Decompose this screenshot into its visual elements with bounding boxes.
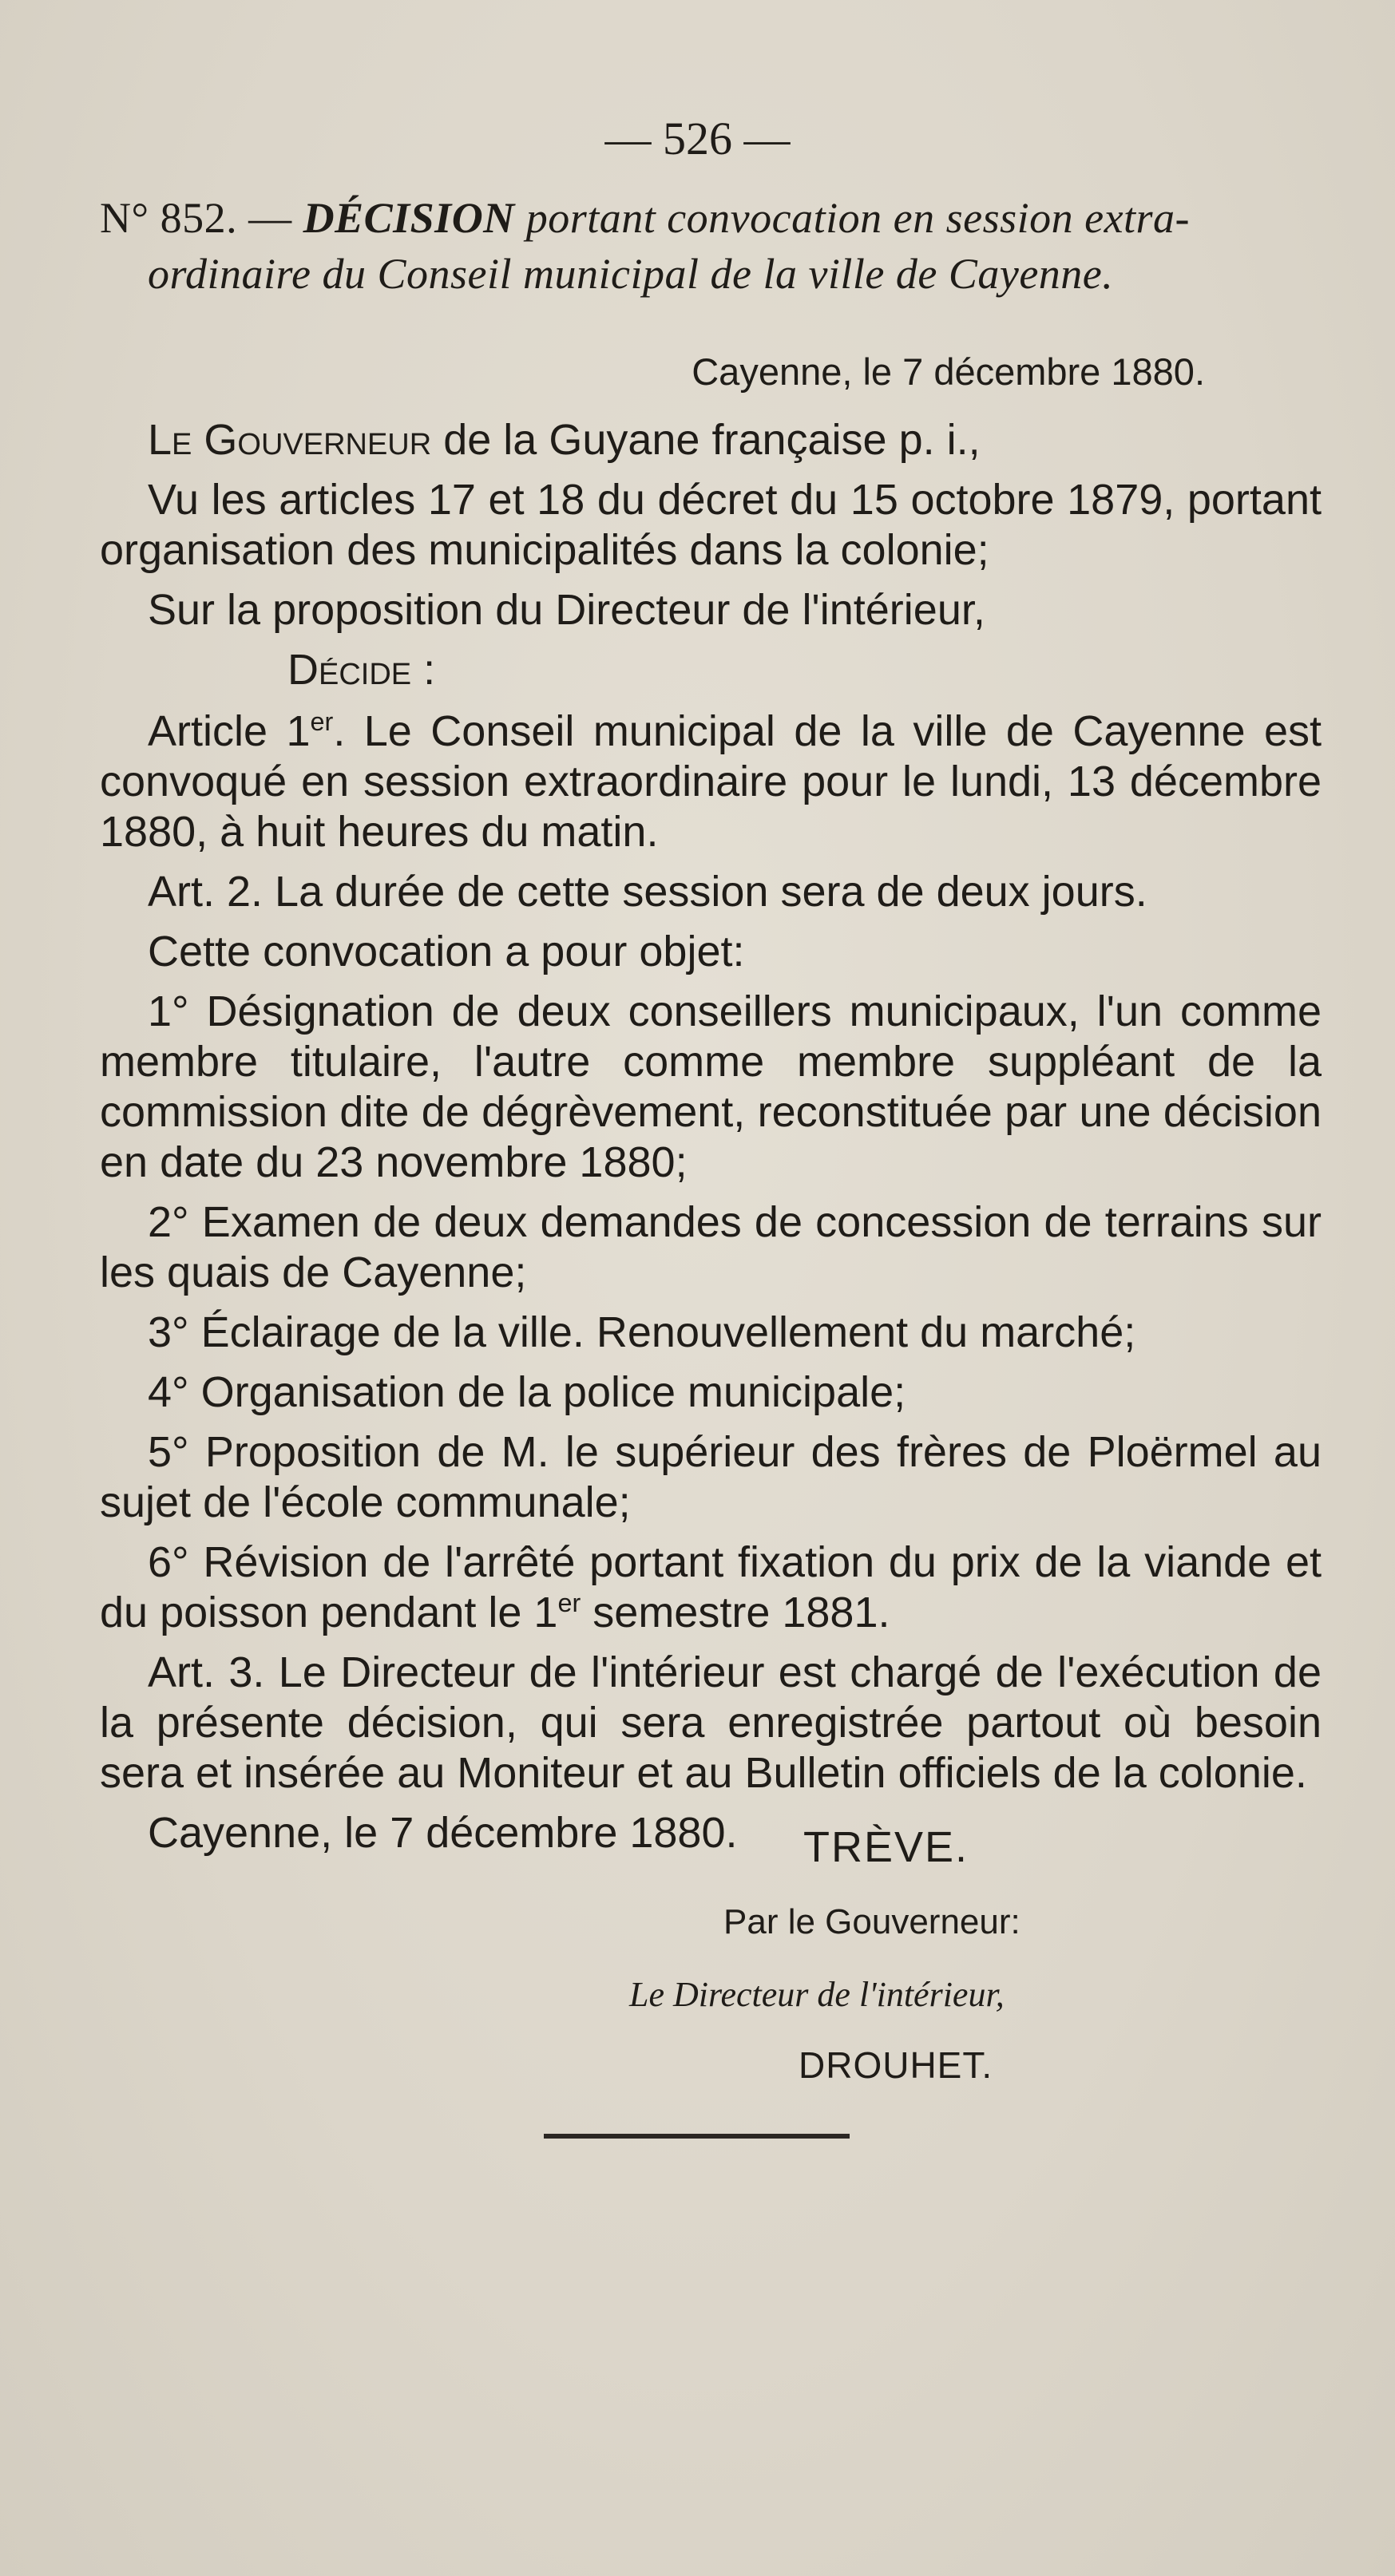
vu-paragraph: Vu les articles 17 et 18 du décret du 15 octobre 1879, portant organisation des municipalités dans la colonie; — [100, 476, 1322, 574]
item-6 — [100, 1537, 1322, 1638]
item-1: 1° Désignation de deux conseillers municipaux, l'un comme membre titulaire, l'autre comme membre suppléant de la commission dite de dégrèvement, reconstituée par une décision en date du 23 novembre 1880; — [100, 987, 1322, 1186]
director-title: Le Directeur de l'intérieur, — [629, 1975, 1005, 2014]
decision-number: N° 852. — — [100, 194, 292, 242]
decision-subject-line2: ordinaire du Conseil municipal de la ville de Cayenne. — [148, 250, 1114, 298]
item-6-suffix: semestre 1881. — [581, 1589, 890, 1636]
article-1-prefix: Article 1 — [148, 707, 311, 755]
par-le-gouverneur: Par le Gouverneur: — [723, 1902, 1020, 1941]
sur-paragraph: Sur la proposition du Directeur de l'intérieur, — [148, 586, 985, 634]
governor-title: Le Gouverneur — [148, 416, 432, 464]
article-3: Art. 3. Le Directeur de l'intérieur est chargé de l'exécution de la présente décision, qui sera enregistrée partout où besoin sera et insérée au Moniteur et au Bulletin officiels de la colonie. — [100, 1648, 1322, 1797]
article-2: Art. 2. La durée de cette session sera de deux jours. — [148, 868, 1147, 916]
governor-rest: de la Guyane française p. i., — [443, 416, 981, 464]
article-1 — [100, 706, 1322, 857]
intro-paragraph — [100, 415, 1322, 465]
item-6-prefix: 6° Révision de l'arrêté portant fixation du prix de la viande et du poisson pendant le 1 — [100, 1538, 1322, 1636]
decision-heading — [100, 190, 1322, 302]
decide-heading: Décide : — [287, 646, 436, 694]
decision-subject-line1: portant convocation en session extra- — [525, 194, 1191, 242]
page-number: — 526 — — [604, 113, 791, 164]
article-1-text: . Le Conseil municipal de la ville de Cayenne est convoqué en session extraordinaire pour le lundi, 13 décembre 1880, à huit heures du matin. — [100, 707, 1322, 856]
closing-rule — [544, 2134, 850, 2139]
item-5: 5° Proposition de M. le supérieur des frères de Ploërmel au sujet de l'école communale; — [100, 1428, 1322, 1526]
item-6-sup: er — [557, 1589, 581, 1617]
dateline: Cayenne, le 7 décembre 1880. — [692, 350, 1205, 393]
item-3: 3° Éclairage de la ville. Renouvellement du marché; — [148, 1308, 1136, 1356]
closing-date: Cayenne, le 7 décembre 1880. — [148, 1809, 738, 1857]
director-name: DROUHET. — [799, 2044, 993, 2086]
decision-title: DÉCISION — [303, 194, 515, 242]
item-4: 4° Organisation de la police municipale; — [148, 1368, 906, 1416]
decision-body — [100, 415, 1322, 1868]
signatory-name: TRÈVE. — [803, 1823, 969, 1871]
item-2: 2° Examen de deux demandes de concession de terrains sur les quais de Cayenne; — [100, 1198, 1322, 1296]
objet-paragraph: Cette convocation a pour objet: — [148, 928, 745, 975]
article-1-sup: er — [310, 707, 334, 736]
